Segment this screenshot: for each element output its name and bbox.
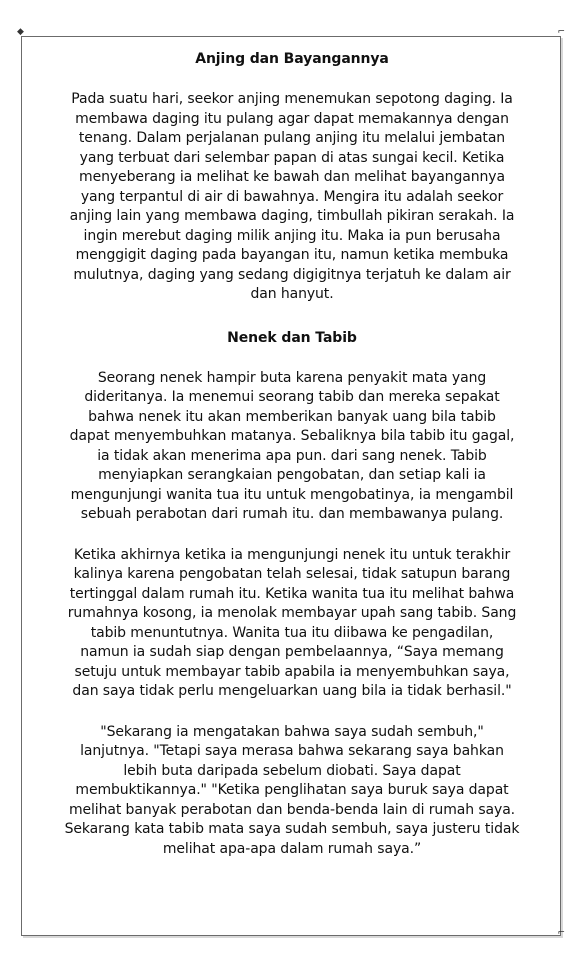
document-content	[32, 50, 552, 859]
story-title: Anjing dan Bayangannya	[195, 51, 389, 67]
story-paragraph: Seorang nenek hampir buta karena penyakit mata yang dideritanya. Ia menemui seorang tabib dan mereka sepakat bahwa nenek itu akan memberikan banyak uang bila tabib dapat menyembuhkan matanya. Sebaliknya bila tabib itu gagal, ia tidak akan menerima apa pun. dari sang nenek. Tabib menyiapkan serangkaian pengobatan, dan setiap kali ia mengunjungi wanita tua itu untuk mengobatinya, ia mengambil sebuah perabotan dari rumah itu. dan membawanya pulang.	[69, 369, 515, 522]
page-corner-mark: ⌐	[557, 928, 565, 938]
page-corner-mark: ⌐	[557, 27, 565, 37]
story-title: Nenek dan Tabib	[227, 329, 357, 346]
story-paragraph: Pada suatu hari, seekor anjing menemukan sepotong daging. Ia membawa daging itu pulang agar dapat memakannya dengan tenang. Dalam perjalanan pulang anjing itu melalui jembatan yang terbuat dari selembar papan di atas sungai kecil. Ketika menyeberang ia melihat ke bawah dan melihat bayangannya yang terpantul di air di bawahnya. Mengira itu adalah seekor anjing lain yang membawa daging, timbullah pikiran serakah. Ia ingin merebut daging milik anjing itu. Maka ia pun berusaha menggigit daging pada bayangan itu, namun ketika membuka mulutnya, daging yang sedang digigitnya terjatuh ke dalam air dan hanyut.	[69, 91, 515, 302]
story-paragraph: Ketika akhirnya ketika ia mengunjungi nenek itu untuk terakhir kalinya karena pengobatan telah selesai, tidak satupun barang tertinggal dalam rumah itu. Ketika wanita tua itu melihat bahwa rumahnya kosong, ia menolak membayar upah sang tabib. Sang tabib menuntutnya. Wanita tua itu diibawa ke pengadilan, namun ia sudah siap dengan pembelaannya, “Saya memang setuju untuk membayar tabib apabila ia menyembuhkan saya, dan saya tidak perlu mengeluarkan uang bila ia tidak berhasil."	[67, 546, 517, 699]
page-corner-mark: ◆	[17, 27, 24, 37]
story-paragraph: "Sekarang ia mengatakan bahwa saya sudah sembuh," lanjutnya. "Tetapi saya merasa bahwa sekarang saya bahkan lebih buta daripada sebelum diobati. Saya dapat membuktikannya." "Ketika penglihatan saya buruk saya dapat melihat banyak perabotan dan benda-benda lain di rumah saya. Sekarang kata tabib mata saya sudah sembuh, saya justeru tidak melihat apa-apa dalam rumah saya.”	[64, 723, 520, 857]
